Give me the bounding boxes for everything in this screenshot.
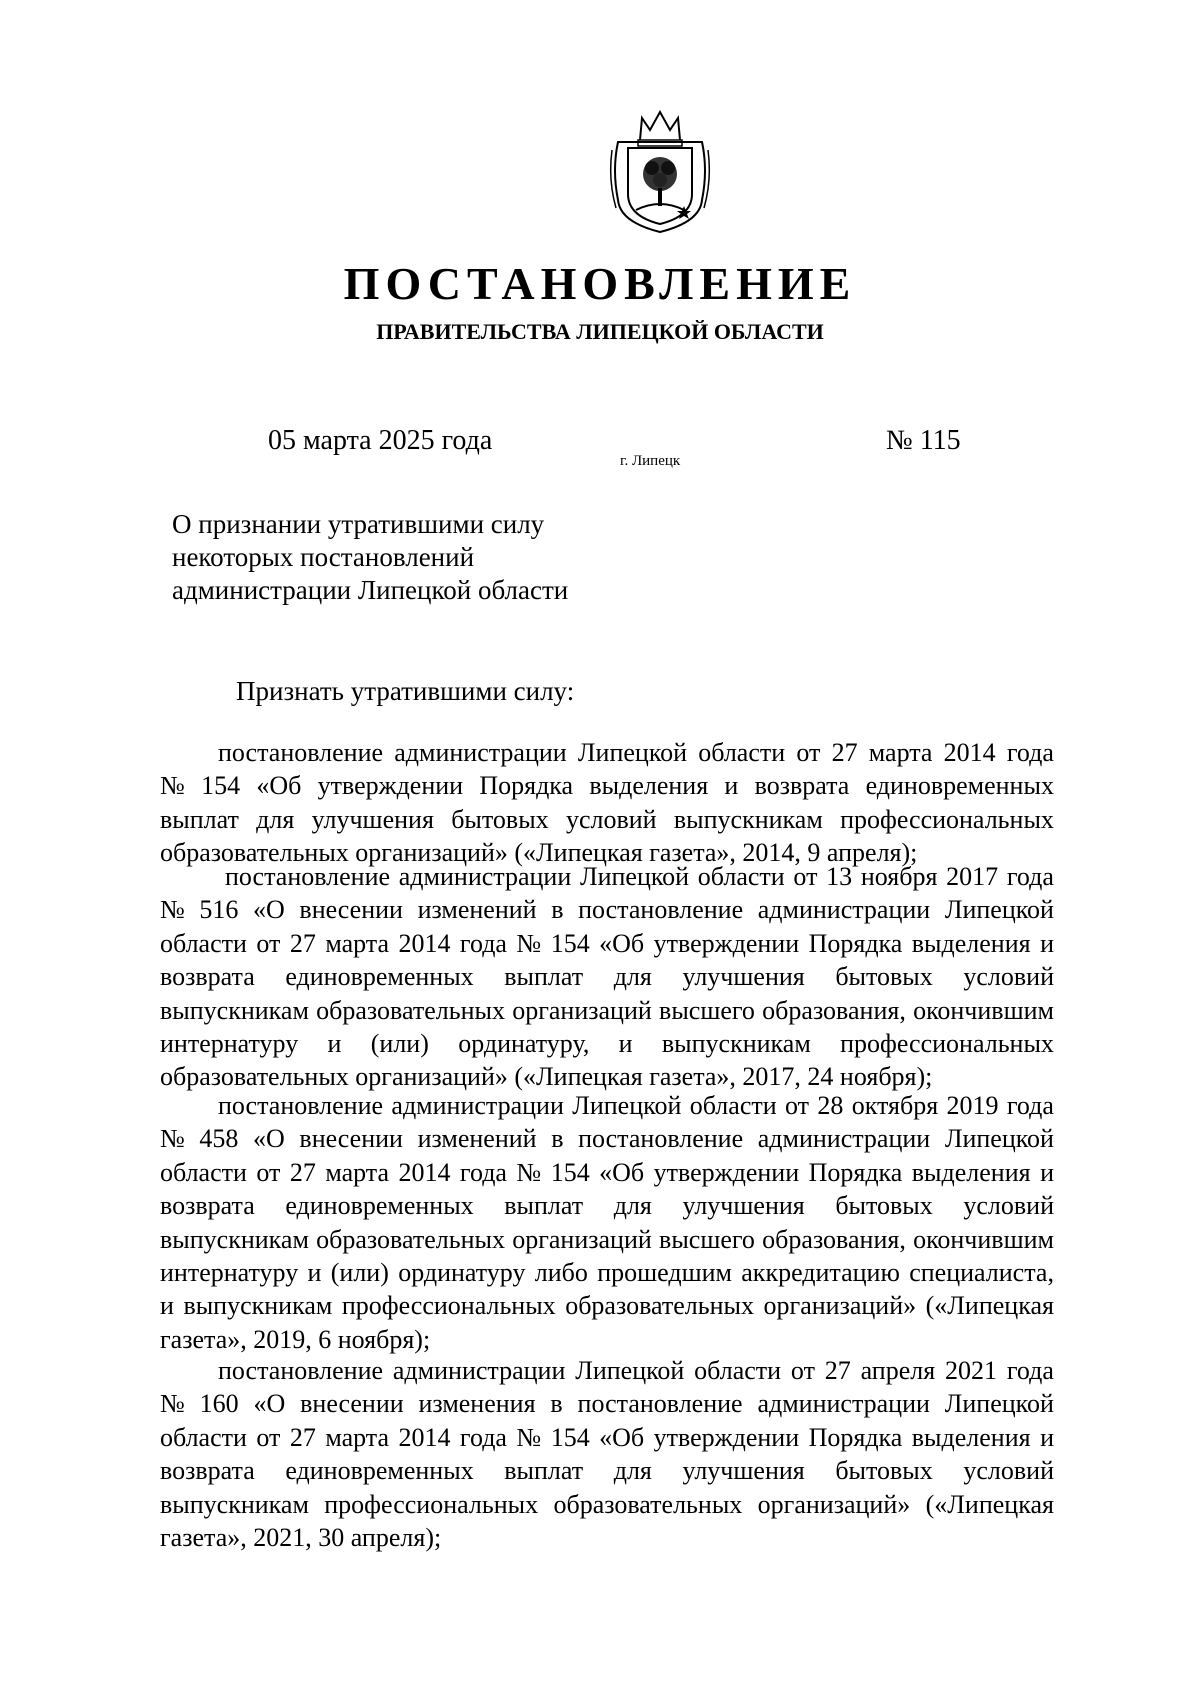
heading-line: некоторых постановлений <box>172 542 475 572</box>
paragraph-line: № 458 «О внесении изменений в постановление администрации Липецкой <box>160 1124 1054 1153</box>
paragraph-line: газета», 2021, 30 апреля); <box>160 1523 442 1552</box>
document-date: 05 марта 2025 года <box>268 425 493 456</box>
paragraph-line: выпускникам профессиональных образовательных организаций» («Липецкая <box>160 1490 1054 1519</box>
paragraph-line: постановление администрации Липецкой области от 27 марта 2014 года <box>218 738 1054 767</box>
paragraph-line: выпускникам образовательных организаций высшего образования, окончившим <box>160 996 1054 1025</box>
paragraph-line: газета», 2019, 6 ноября); <box>160 1325 431 1354</box>
document-heading <box>172 508 568 607</box>
paragraph-line: области от 27 марта 2014 года № 154 «Об утверждении Порядка выделения и <box>160 929 1054 958</box>
document-city: г. Липецк <box>620 453 681 469</box>
document-number: № 115 <box>886 425 961 456</box>
paragraph-line: возврата единовременных выплат для улучшения бытовых условий <box>160 1191 1054 1220</box>
paragraph-line: постановление администрации Липецкой области от 13 ноября 2017 года <box>225 862 1054 891</box>
paragraph-line: выпускникам образовательных организаций высшего образования, окончившим <box>160 1225 1054 1254</box>
paragraph-line: постановление администрации Липецкой области от 27 апреля 2021 года <box>218 1356 1054 1385</box>
document-subtitle: ПРАВИТЕЛЬСТВА ЛИПЕЦКОЙ ОБЛАСТИ <box>376 319 824 344</box>
paragraph-line: № 154 «Об утверждении Порядка выделения и возврата единовременных <box>160 771 1054 800</box>
paragraph-line: образовательных организаций» («Липецкая газета», 2017, 24 ноября); <box>160 1062 933 1091</box>
paragraph-line: постановление администрации Липецкой области от 28 октября 2019 года <box>218 1091 1054 1120</box>
paragraph-line: интернатуру и (или) ординатуру, и выпускникам профессиональных <box>160 1029 1054 1058</box>
paragraph-line: возврата единовременных выплат для улучшения бытовых условий <box>160 962 1054 991</box>
heading-line: администрации Липецкой области <box>172 575 569 605</box>
paragraph-line: № 160 «О внесении изменения в постановление администрации Липецкой <box>160 1389 1054 1418</box>
paragraph-line: выплат для улучшения бытовых условий выпускникам профессиональных <box>160 805 1054 834</box>
heading-line: О признании утратившими силу <box>172 509 545 539</box>
intro-text: Признать утратившими силу: <box>236 676 575 706</box>
paragraph-line: № 516 «О внесении изменений в постановление администрации Липецкой <box>160 895 1054 924</box>
paragraph-line: области от 27 марта 2014 года № 154 «Об утверждении Порядка выделения и <box>160 1423 1054 1452</box>
coat-of-arms-icon <box>608 110 712 236</box>
paragraph-line: интернатуру и (или) ординатуру либо прошедшим аккредитацию специалиста, <box>160 1258 1054 1287</box>
document-title: ПОСТАНОВЛЕНИЕ <box>343 258 857 309</box>
paragraph-line: образовательных организаций» («Липецкая газета», 2014, 9 апреля); <box>160 838 918 867</box>
paragraph-line: возврата единовременных выплат для улучшения бытовых условий <box>160 1456 1054 1485</box>
paragraph-line: и выпускникам профессиональных образовательных организаций» («Липецкая <box>160 1291 1054 1320</box>
paragraph-line: области от 27 марта 2014 года № 154 «Об утверждении Порядка выделения и <box>160 1158 1054 1187</box>
